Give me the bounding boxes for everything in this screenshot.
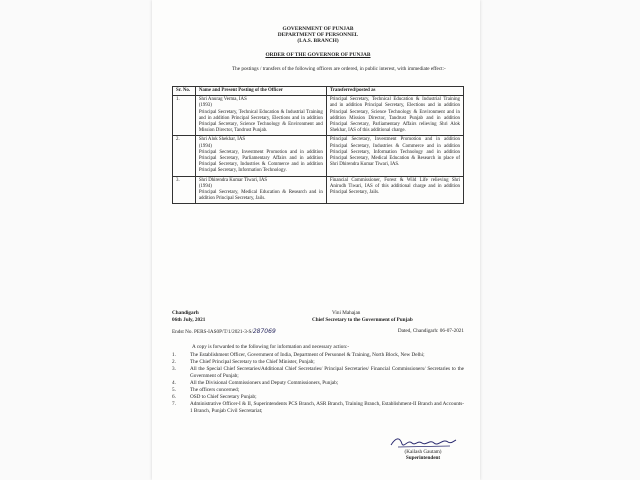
header-government: GOVERNMENT OF PUNJAB <box>282 26 354 32</box>
officer-present-posting: Principal Secretary, Medical Education & Research and in addition Principal Secretary, Jails. <box>198 190 323 202</box>
officer-batch: (1993) <box>198 103 212 109</box>
officer-present-posting: Principal Secretary, Technical Education & Industrial Training and in addition Principal Secretary, Elections and in addition Principal Secretary, Science Technology & Environment and Mission Director, Tandrust Punjab. <box>198 109 323 134</box>
officer-present-posting: Principal Secretary, Investment Promotion and in addition Principal Secretary, Parliamentary Affairs and in addition Principal Secretary, Industries & Commerce and in addition Principal Secretary, Information Technology. <box>198 149 323 174</box>
header-sr: Sr. No. <box>173 87 196 96</box>
list-item: 3. All the Special Chief Secretaries/Additional Chief Secretaries/ Principal Secretaries/ Financial Commissioners/ Secretaries to the Government of Punjab; <box>172 366 464 379</box>
intro-paragraph: The postings / transfers of the following officers are ordered, in public interest, with immediate effect:- <box>232 66 446 72</box>
document-page <box>152 0 480 480</box>
list-item: 2. The Chief Principal Secretary to the Chief Minister, Punjab; <box>172 359 315 365</box>
officer-batch: (1994) <box>198 143 212 149</box>
header-department: DEPARTMENT OF PERSONNEL <box>277 32 359 38</box>
officer-name: Shri Anurag Verma, IAS <box>198 97 247 103</box>
list-item: 7. Administrative Officer-I & II, Superintendents PCS Branch, ASR Branch, Training Branch, Establishment-II Branch and Accounts-1 Branch, Punjab Civil Secretariat; <box>172 401 464 414</box>
signatory-designation: Chief Secretary to the Government of Punjab <box>312 317 413 323</box>
header-branch: (I.A.S. BRANCH) <box>297 38 339 44</box>
copy-lead: A copy is forwarded to the following for information and necessary action:- <box>192 344 350 350</box>
officer-name: Shri Dhirendra Kumar Tiwari, IAS <box>198 177 268 183</box>
handwritten-signature-icon <box>388 435 458 449</box>
row-officer <box>195 176 326 204</box>
right-margin <box>480 0 640 480</box>
endorsement-line <box>172 328 464 336</box>
table-row <box>173 96 464 136</box>
row-sr: 2. <box>173 136 196 176</box>
place-date <box>172 310 205 324</box>
header-transfer: Transferred/posted as <box>326 87 463 96</box>
order-title: ORDER OF THE GOVERNOR OF PUNJAB <box>265 52 371 58</box>
list-item: 5. The officers concerned; <box>172 387 240 393</box>
endorsement-handwritten-number: 287069 <box>252 328 276 335</box>
header-name: Name and Present Posting of the Officer <box>195 87 326 96</box>
row-sr: 1. <box>173 96 196 136</box>
superintendent-signature-block <box>382 435 464 462</box>
copy-forwarded-section <box>172 344 464 415</box>
officer-batch: (1994) <box>198 183 212 189</box>
postings-table <box>172 86 464 204</box>
table-header-row <box>173 87 464 96</box>
row-transfer: Principal Secretary, Technical Education & Industrial Training and in addition Principal Secretary, Elections and in addition Principal Secretary, Science Technology & Environment and in addition Mission Director, Tandrust Punjab and in addition Principal Secretary, Parliamentary Affairs relieving Shri Alok Shekhar, IAS of this additional charge. <box>326 96 463 136</box>
left-margin <box>0 0 152 480</box>
row-officer <box>195 96 326 136</box>
copy-list <box>172 352 464 415</box>
row-sr: 3. <box>173 176 196 204</box>
row-transfer: Financial Commissioner, Forest & Wild Life relieving Shri Anirudh Tiwari, IAS of this additional charge and in addition Principal Secretary, Jails. <box>326 176 463 204</box>
place: Chandigarh <box>172 310 199 316</box>
row-officer <box>195 136 326 176</box>
officer-name: Shri Alok Shekhar, IAS <box>198 137 246 143</box>
signatory-name: Vini Mahajan <box>332 310 361 316</box>
chief-secretary-signature-block <box>312 310 464 324</box>
list-item: 6. OSD to Chief Secretary Punjab; <box>172 394 257 400</box>
list-item: 4. All the Divisional Commissioners and Deputy Commissioners, Punjab; <box>172 380 339 386</box>
order-date: 06th July, 2021 <box>172 317 206 323</box>
row-transfer: Principal Secretary, Investment Promotion and in addition Principal Secretary, Industries & Commerce and in addition Principal Secretary, Information Technology and in addition Principal Secretary, Medical Education & Research in place of Shri Dhirendra Kumar Tiwari, IAS. <box>326 136 463 176</box>
superintendent-title: Superintendent <box>405 455 441 462</box>
list-item: 1. The Establishment Officer, Government of India, Department of Personnel & Training, North Block, New Delhi; <box>172 352 425 358</box>
endorsement-number: Endst No. PERS-IAS0P/T/1/2021-3-S/ <box>172 329 253 335</box>
superintendent-name: (Kailash Gautam) <box>404 449 442 455</box>
endorsement-date: Dated, Chandigarh: 06-07-2021 <box>397 328 464 334</box>
table-row <box>173 136 464 176</box>
table-row <box>173 176 464 204</box>
